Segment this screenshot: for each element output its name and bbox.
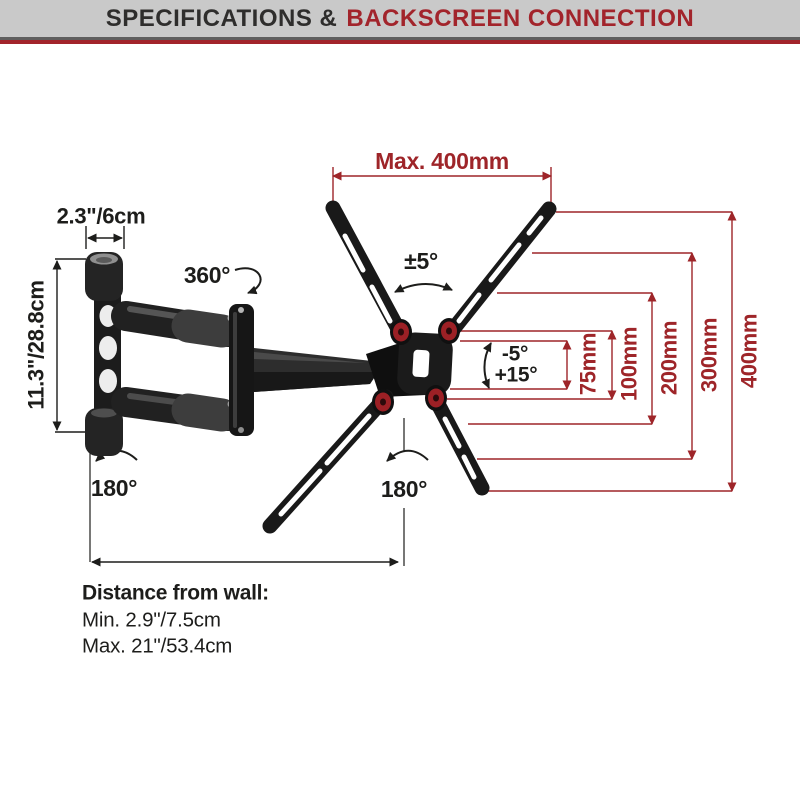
bottom-hinge-cap (91, 409, 117, 418)
distance-title: Distance from wall: (82, 581, 269, 605)
bracket-hub-hole (412, 350, 429, 378)
rotation-180-left-label: 180° (90, 475, 138, 501)
level-plus-minus-5-arrow (395, 284, 452, 292)
elbow-bar-highlight (233, 312, 237, 428)
upper-arm-collar (188, 326, 222, 331)
depth-label: 2.3"/6cm (56, 203, 146, 229)
elbow-top-pin (238, 307, 244, 313)
vesa-400-label: 400mm (736, 313, 762, 389)
bracket-arm-top-left (333, 208, 403, 338)
distance-min: Min. 2.9"/7.5cm (82, 608, 221, 632)
tilt-up-label: -5° (501, 342, 529, 366)
rotate-180-right-arrow (387, 451, 428, 461)
height-label: 11.3"/28.8cm (23, 280, 49, 410)
tilt-down-label: +15° (494, 363, 538, 387)
top-hinge-cap-center (96, 257, 112, 263)
elbow-bottom-pin (238, 427, 244, 433)
lower-arm-collar (188, 410, 222, 415)
header-title-backscreen: BACKSCREEN CONNECTION (346, 4, 695, 32)
max-width-label: Max. 400mm (375, 148, 509, 174)
distance-max: Max. 21"/53.4cm (82, 634, 233, 658)
header-title-specifications: SPECIFICATIONS & (105, 4, 338, 32)
rotation-180-right-label: 180° (380, 476, 428, 502)
distance-from-wall-block (82, 582, 269, 658)
vesa-300-label: 300mm (696, 317, 722, 393)
vesa-100-label: 100mm (616, 326, 642, 402)
elbow-bar (229, 304, 254, 436)
level-adjust-label: ±5° (404, 248, 438, 274)
wall-plate-hole (99, 369, 117, 393)
tilt-arrow (484, 343, 491, 388)
vesa-75-label: 75mm (575, 332, 601, 396)
rotate-360-arrow (235, 268, 261, 293)
forearm-shadow (254, 372, 378, 392)
rotation-360-label: 360° (183, 262, 231, 288)
vesa-200-label: 200mm (656, 320, 682, 396)
wall-plate-hole (99, 336, 117, 360)
